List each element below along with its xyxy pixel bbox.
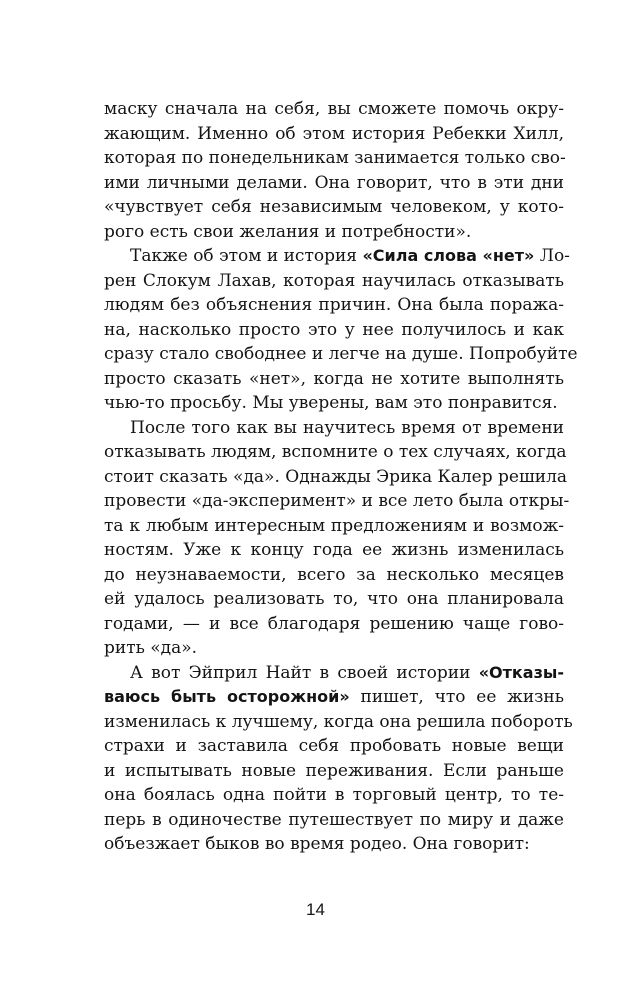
text-line (104, 97, 564, 122)
text-segment: После того как вы научитесь время от времени (130, 417, 564, 438)
text-line (104, 220, 564, 245)
text-segment: она боялась одна пойти в торговый центр, то те- (104, 785, 564, 805)
text-line (104, 293, 564, 318)
text-line (104, 734, 564, 759)
text-segment: сразу стало свободнее и легче на душе. Попробуйте (104, 344, 578, 364)
text-segment: рен Слокум Лахав, которая научилась отказывать (104, 270, 564, 291)
text-segment: рить «да». (104, 638, 198, 658)
text-line (104, 563, 564, 588)
text-segment: жающим. Именно об этом история Ребекки Хилл, (104, 123, 564, 144)
text-line (104, 489, 570, 514)
text-line (104, 759, 564, 784)
text-line (104, 661, 564, 686)
text-segment: отказывать людям, вспомните о тех случаях, когда (104, 442, 567, 462)
text-segment: пишет, что ее жизнь (349, 687, 565, 707)
text-line (104, 783, 564, 808)
story-title: ваюсь быть осторожной» (104, 687, 350, 706)
text-line (104, 146, 564, 171)
text-segment: «чувствует себя независимым человеком, у кото- (104, 197, 564, 217)
text-segment: которая по понедельникам занимается только сво- (104, 148, 566, 168)
text-segment: чью-то просьбу. Мы уверены, вам это понравится. (104, 393, 558, 413)
text-line (104, 171, 564, 196)
text-segment: стоит сказать «да». Однажды Эрика Калер решила (104, 466, 568, 487)
text-line (104, 440, 567, 465)
body-text (104, 97, 578, 857)
text-segment: и испытывать новые переживания. Если раньше (104, 760, 564, 781)
text-segment: до неузнаваемости, всего за несколько месяцев (104, 564, 564, 585)
text-segment: перь в одиночестве путешествует по миру и даже (104, 809, 564, 830)
text-segment: людям без объяснения причин. Она была поража- (104, 295, 564, 315)
text-line (104, 269, 564, 294)
text-line (104, 318, 564, 343)
paragraph (104, 244, 578, 416)
paragraph (104, 416, 570, 661)
text-segment: провести «да-эксперимент» и все лето была откры- (104, 491, 570, 511)
text-segment: Также об этом и история (130, 246, 363, 266)
text-line (104, 612, 564, 637)
text-line (104, 808, 564, 833)
text-segment: страхи и заставила себя пробовать новые вещи (104, 736, 564, 756)
text-line (104, 636, 564, 661)
text-segment: объезжает быков во время родео. Она говорит: (104, 834, 530, 854)
story-title: «Отказы- (478, 662, 564, 682)
text-segment: ностям. Уже к концу года ее жизнь изменилась (104, 540, 564, 560)
text-segment: изменилась к лучшему, когда она решила побороть (104, 711, 573, 732)
text-line (104, 465, 568, 490)
text-line (104, 685, 564, 710)
text-line (104, 710, 573, 735)
text-line (104, 587, 564, 612)
text-segment: та к любым интересным предложениям и возмож- (104, 515, 564, 536)
text-segment: ими личными делами. Она говорит, что в эти дни (104, 172, 564, 193)
text-line (104, 342, 578, 367)
text-line (104, 195, 564, 220)
text-line (104, 244, 570, 269)
page-number: 14 (306, 900, 325, 919)
text-segment: А вот Эйприл Найт в своей истории (130, 662, 479, 683)
text-line (104, 416, 564, 441)
text-segment: годами, — и все благодаря решению чаще гово- (104, 613, 564, 634)
text-segment: ей удалось реализовать то, что она планировала (104, 589, 564, 609)
paragraph (104, 661, 573, 857)
text-segment: рого есть свои желания и потребности». (104, 221, 472, 242)
text-line (104, 538, 564, 563)
text-line (104, 514, 564, 539)
text-line (104, 367, 564, 392)
paragraph (104, 97, 564, 244)
text-segment: на, насколько просто это у нее получилось и как (104, 319, 564, 340)
text-line (104, 391, 564, 416)
text-segment: просто сказать «нет», когда не хотите выполнять (104, 368, 564, 389)
text-segment: маску сначала на себя, вы сможете помочь окру- (104, 99, 564, 119)
story-title: «Сила слова «нет» (362, 246, 535, 265)
text-segment: Ло- (534, 246, 570, 266)
text-line (104, 832, 564, 857)
text-line (104, 122, 564, 147)
